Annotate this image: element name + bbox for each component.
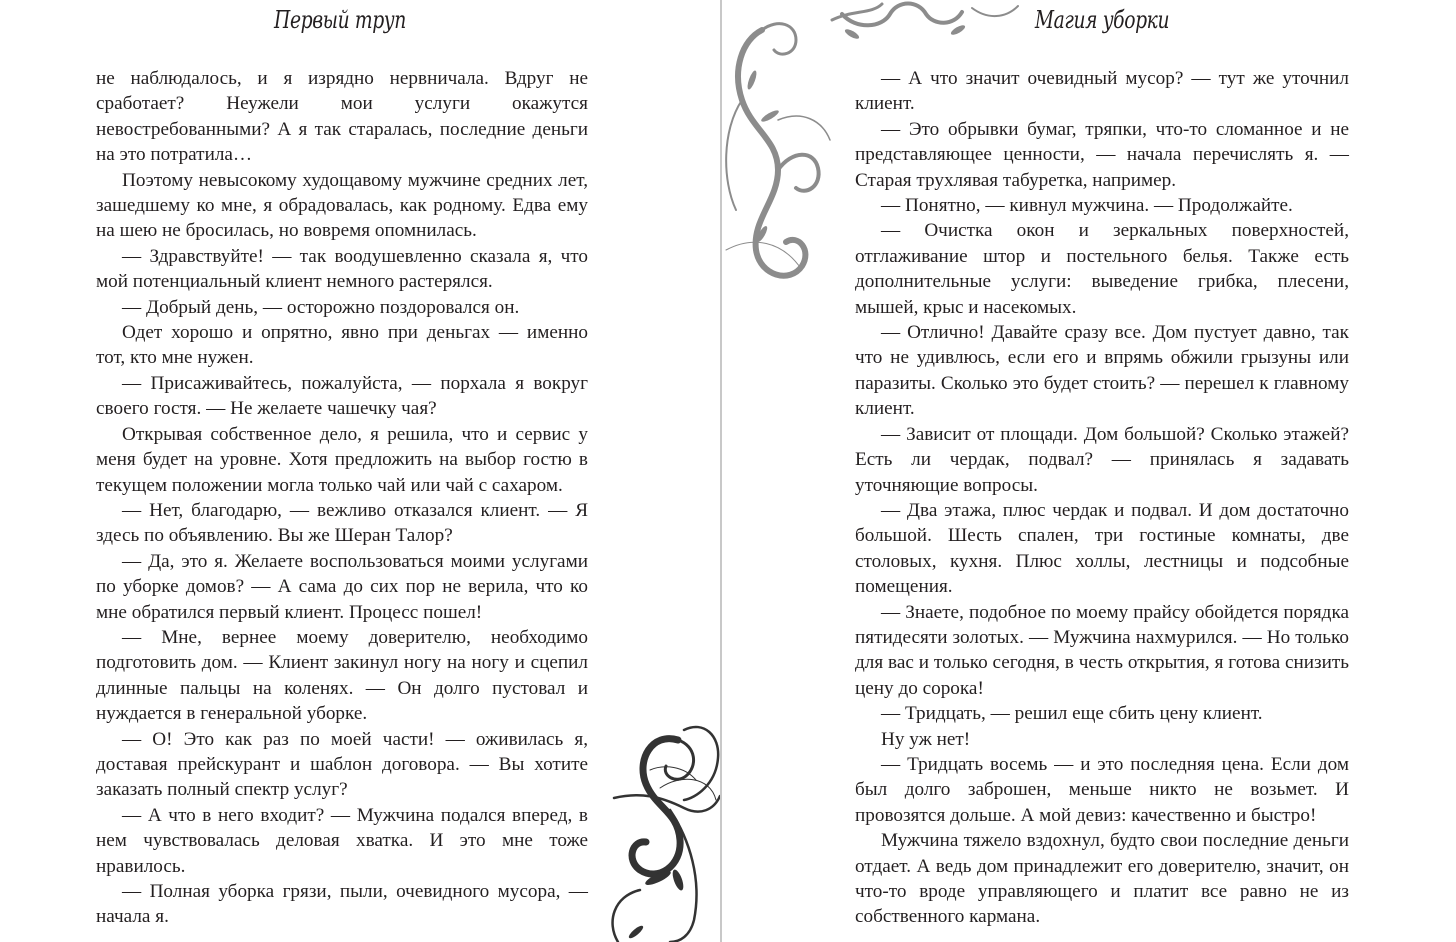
left-page-text <box>96 66 588 930</box>
paragraph: — Это обрывки бумаг, тряпки, что-то сломанное и не представляющее ценности, — начала перечислять я. — Старая трухлявая табуретка, например. <box>855 118 1349 191</box>
paragraph: — Два этажа, плюс чердак и подвал. И дом достаточно большой. Шесть спален, три гостиные комнаты, две столовых, кухня. Плюс холлы, лестницы и подсобные помещения. <box>855 499 1349 598</box>
right-page-text <box>855 66 1349 930</box>
paragraph: Поэтому невысокому худощавому мужчине средних лет, зашедшему ко мне, я обрадовалась, как родному. Едва ему на шею не бросилась, но вовремя опомнилась. <box>96 169 588 242</box>
flourish-ornament-icon <box>600 700 720 942</box>
right-page <box>722 0 1456 942</box>
paragraph: Открывая собственное дело, я решила, что и сервис у меня будет на уровне. Хотя предложить на выбор гостю в текущем положении могла только чай или чай с сахаром. <box>96 423 588 496</box>
paragraph: — Добрый день, — осторожно поздоровался он. <box>122 296 520 318</box>
left-page <box>0 0 720 942</box>
paragraph: — Да, это я. Желаете воспользоваться моими услугами по уборке домов? — А сама до сих пор не верила, что ко мне обратился первый клиент. Процесс пошел! <box>96 550 588 623</box>
paragraph: — Присаживайтесь, пожалуйста, — порхала я вокруг своего гостя. — Не желаете чашечку чая? <box>96 372 588 420</box>
paragraph: — Понятно, — кивнул мужчина. — Продолжайте. <box>881 195 1293 217</box>
right-running-head: Магия уборки <box>1034 6 1170 34</box>
paragraph: Одет хорошо и опрятно, явно при деньгах — именно тот, кто мне нужен. <box>96 322 588 369</box>
paragraph: — О! Это как раз по моей части! — оживилась я, доставая прейскурант и шаблон договора. — Вы хотите заказать полный спектр услуг? <box>96 728 588 801</box>
paragraph: — Зависит от площади. Дом большой? Сколько этажей? Есть ли чердак, подвал? — принялась я задавать уточняющие вопросы. <box>855 423 1349 496</box>
paragraph: Ну уж нет! <box>881 728 971 750</box>
paragraph: — Полная уборка грязи, пыли, очевидного мусора, — начала я. <box>96 881 588 928</box>
paragraph: — Нет, благодарю, — вежливо отказался клиент. — Я здесь по объявлению. Вы же Шеран Талор? <box>96 499 588 547</box>
paragraph: — А что значит очевидный мусор? — тут же уточнил клиент. <box>855 68 1349 115</box>
left-running-head: Первый труп <box>274 6 406 34</box>
paragraph: — Тридцать, — решил еще сбить цену клиент. <box>881 703 1263 725</box>
paragraph: — Мне, вернее моему доверителю, необходимо подготовить дом. — Клиент закинул ногу на ногу и сцепил длинные пальцы на коленях. — Он долго пустовал и нуждается в генеральной уборке. <box>96 626 588 725</box>
paragraph: — Здравствуйте! — так воодушевленно сказала я, что мой потенциальный клиент немного растерялся. <box>96 245 588 293</box>
paragraph: — Очистка окон и зеркальных поверхностей, отглаживание штор и постельного белья. Также есть дополнительные услуги: выведение грибка, плесени, мышей, крыс и насекомых. <box>855 220 1349 318</box>
paragraph: — А что в него входит? — Мужчина подался вперед, в нем чувствовалась деловая хватка. И это мне тоже нравилось. <box>96 804 588 877</box>
paragraph: Мужчина тяжело вздохнул, будто свои последние деньги отдает. А ведь дом принадлежит его доверителю, значит, он что-то вроде управляющего и платит все равно не из собственного кармана. <box>855 830 1349 928</box>
paragraph: — Тридцать восемь — и это последняя цена. Если дом был долго заброшен, меньше никто не возьмет. И провозятся дольше. А мой девиз: качественно и быстро! <box>855 753 1349 826</box>
paragraph: — Знаете, подобное по моему прайсу обойдется порядка пятидесяти золотых. — Мужчина нахмурился. — Но только для вас и только сегодня, в честь открытия, я готова снизить цену до сорока! <box>855 601 1349 699</box>
paragraph: — Отлично! Давайте сразу все. Дом пустует давно, так что не удивлюсь, если его и впрямь обжили грызуны или паразиты. Сколько это будет стоить? — перешел к главному клиент. <box>855 322 1349 420</box>
paragraph: не наблюдалось, и я изрядно нервничала. Вдруг не сработает? Неужели мои услуги окажутся невостребованными? А я так старалась, последние деньги на это потратила… <box>96 68 588 166</box>
